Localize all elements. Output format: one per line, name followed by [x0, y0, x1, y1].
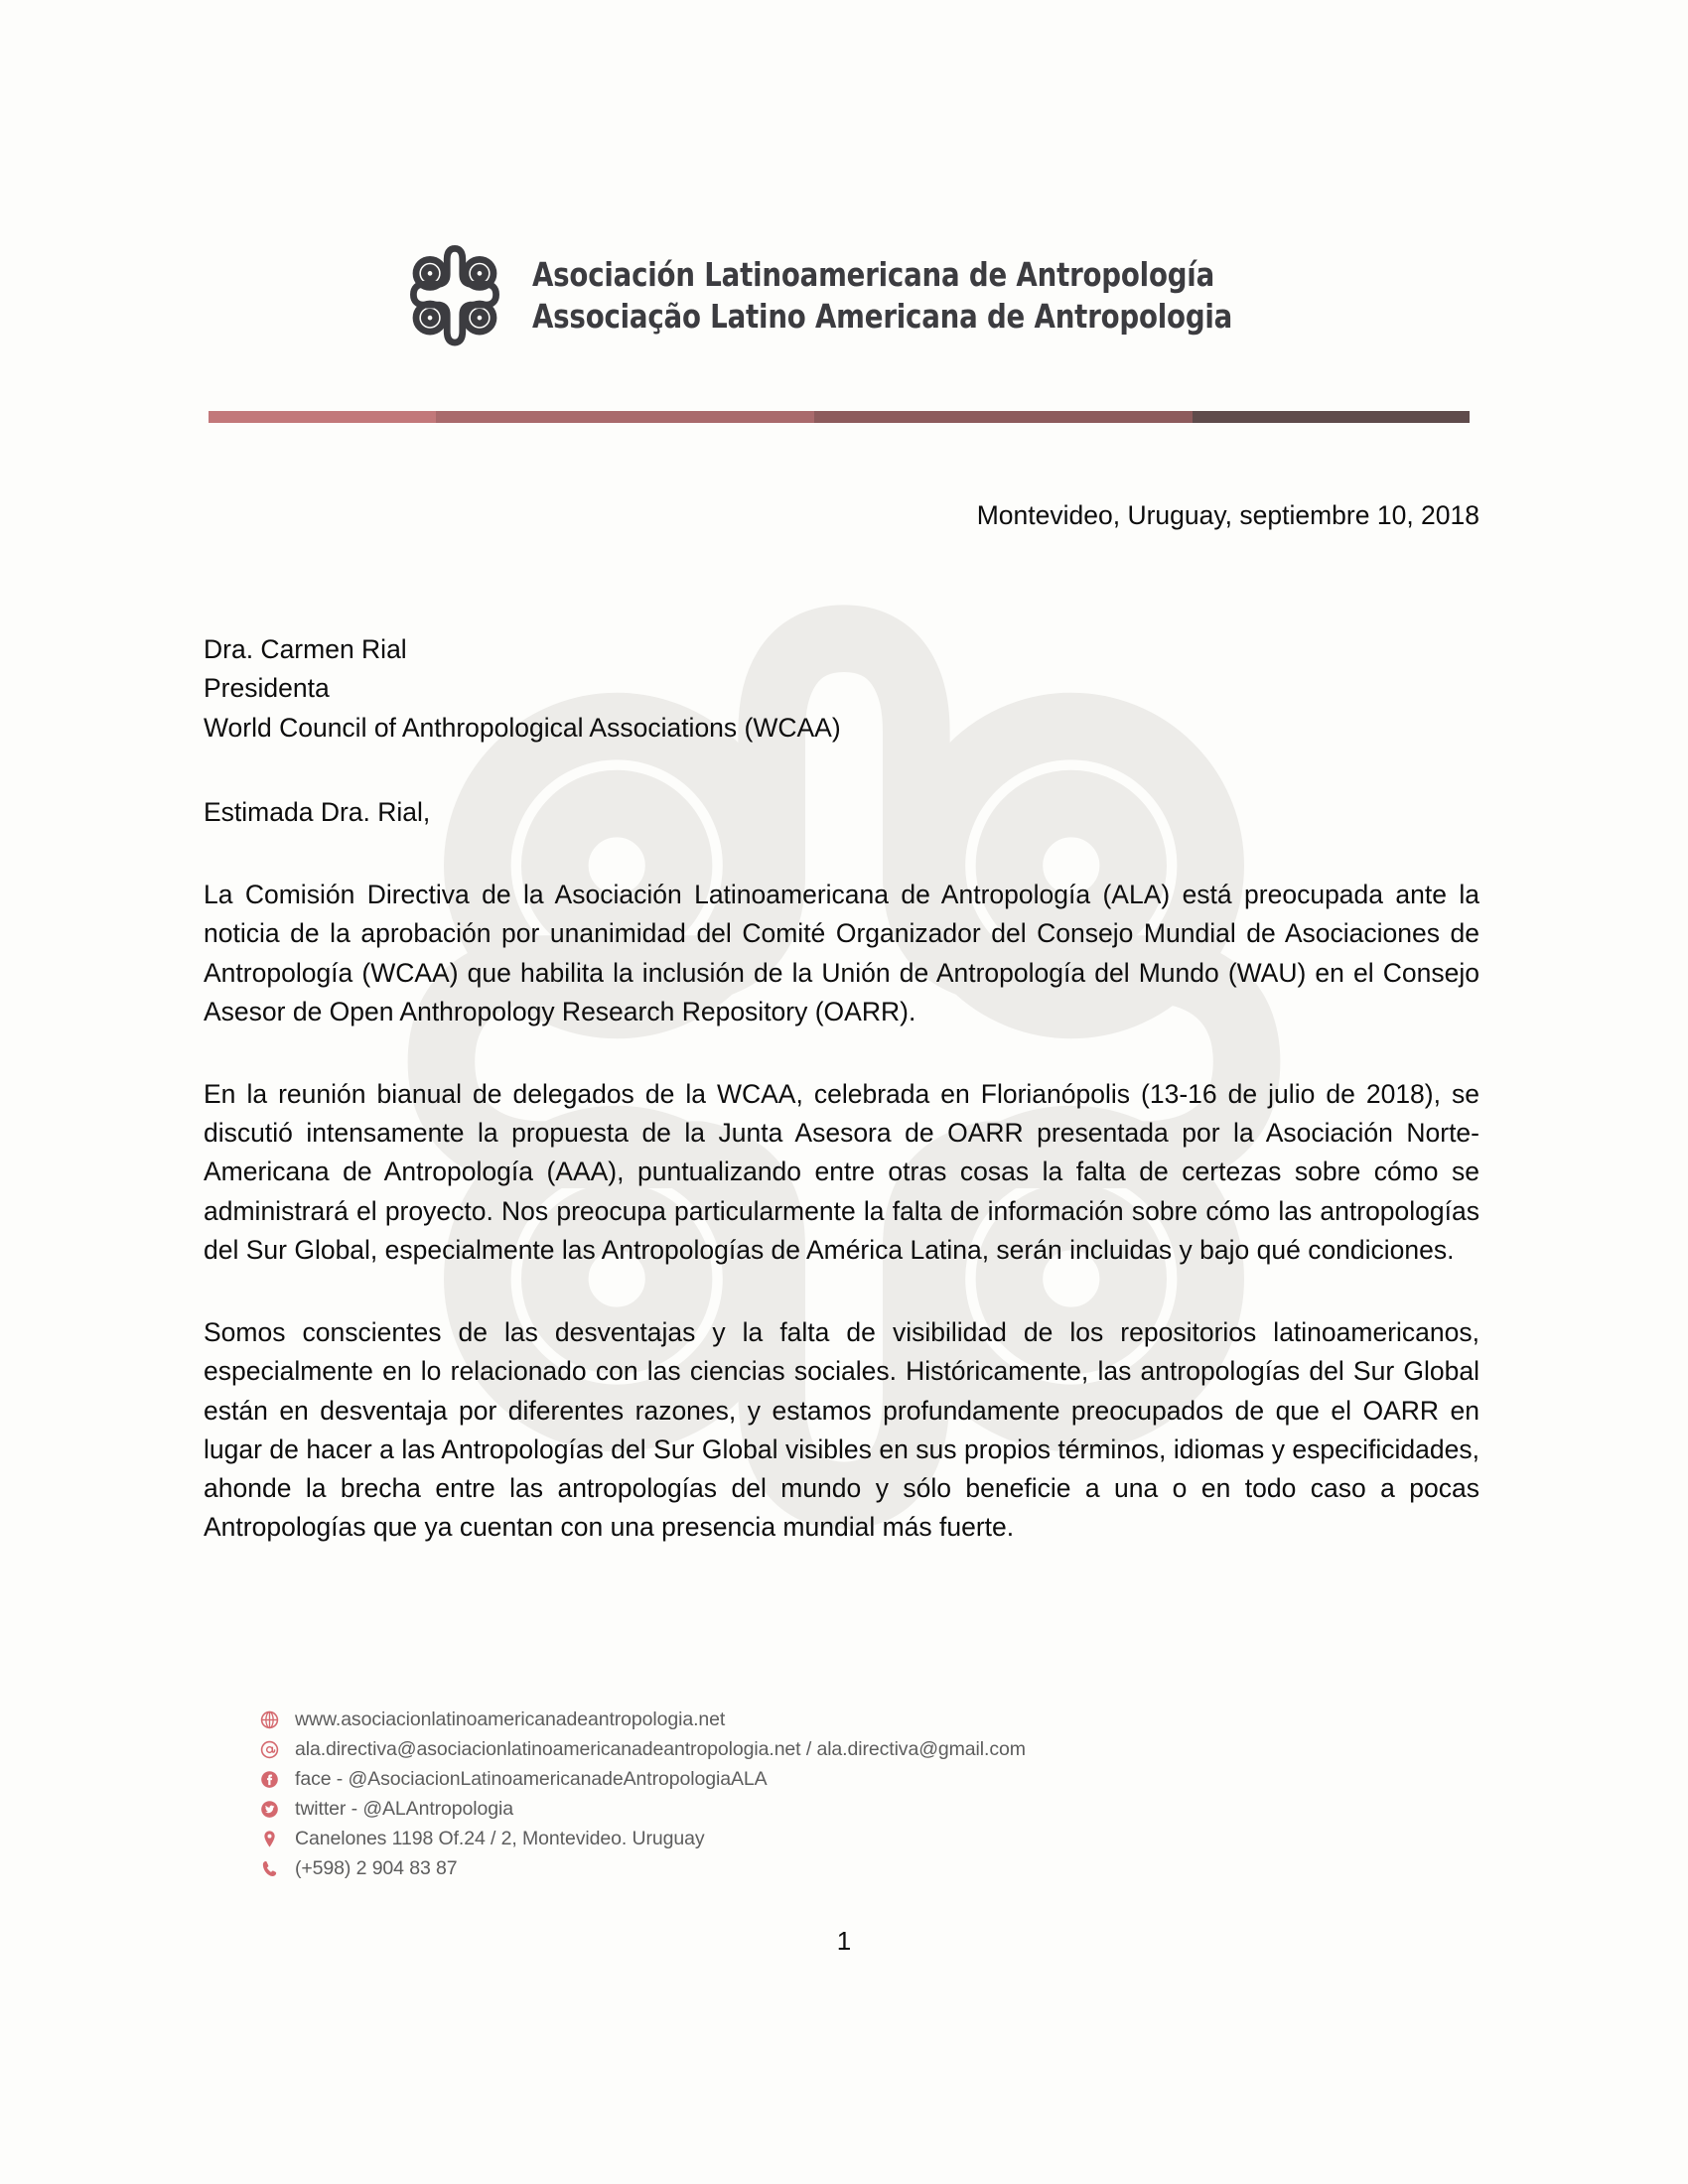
header-color-rule: [209, 411, 1470, 423]
org-name-portuguese: Associação Latino Americana de Antropologia: [531, 297, 1233, 336]
body-paragraph-1: La Comisión Directiva de la Asociación Latinoamericana de Antropología (ALA) está preocupada ante la noticia de la aprobación por unanimidad del Comité Organizador del Consejo Mundial de Asociaciones de Antropología (WCAA) que habilita la inclusión de la Unión de Antropología del Mundo (WAU) en el Consejo Asesor de Open Anthropology Research Repository (OARR).: [204, 880, 1479, 1026]
contact-phone-text: (+598) 2 904 83 87: [295, 1857, 458, 1879]
contact-email-text: ala.directiva@asociacionlatinoamericanadeantropologia.net / ala.directiva@gmail.com: [295, 1738, 1026, 1760]
body-paragraph-3: Somos conscientes de las desventajas y la falta de visibilidad de los repositorios latinoamericanos, especialmente en lo relacionado con las ciencias sociales. Históricamente, las antropologías del Sur Global están en desventaja por diferentes razones, y estamos profundamente preocupados de que el OARR en lugar de hacer a las Antropologías del Sur Global visibles en sus propios términos, idiomas y especificidades, ahonde la brecha entre las antropologías del mundo y sólo beneficie a una o en todo caso a pocas Antropologías que ya cuentan con una presencia mundial más fuerte.: [204, 1317, 1479, 1543]
contact-website-text: www.asociacionlatinoamericanadeantropologia.net: [295, 1708, 726, 1730]
dateline: Montevideo, Uruguay, septiembre 10, 2018: [976, 500, 1479, 530]
contact-row-phone[interactable]: [260, 1854, 1026, 1883]
phone-icon: [260, 1859, 279, 1878]
contact-row-facebook[interactable]: [260, 1765, 1026, 1794]
map-pin-icon: [260, 1830, 279, 1848]
rule-segment-1: [209, 411, 436, 423]
rule-segment-2: [436, 411, 814, 423]
facebook-icon: [260, 1770, 279, 1789]
page-number: 1: [836, 1926, 852, 1956]
contact-row-address[interactable]: [260, 1825, 1026, 1853]
recipient-line-2: Presidenta: [204, 673, 330, 704]
org-name-spanish: Asociación Latinoamericana de Antropología: [531, 254, 1214, 294]
contact-row-website[interactable]: [260, 1706, 1026, 1734]
twitter-icon: [260, 1800, 279, 1819]
contact-address-text: Canelones 1198 Of.24 / 2, Montevideo. Uruguay: [295, 1828, 705, 1849]
recipient-line-1: Dra. Carmen Rial: [204, 634, 407, 665]
ala-quadruple-eye-logo-icon: [403, 238, 506, 353]
contact-row-email[interactable]: [260, 1735, 1026, 1764]
contact-twitter-text: twitter - @ALAntropologia: [295, 1798, 513, 1820]
letterhead: [0, 238, 1688, 353]
recipient-line-3: World Council of Anthropological Associations (WCAA): [204, 712, 841, 743]
letter-body: [204, 496, 1479, 1547]
rule-segment-3: [814, 411, 1193, 423]
globe-icon: [260, 1710, 279, 1729]
letterhead-wordmark: [532, 254, 1285, 338]
recipient-block: [204, 630, 1479, 748]
contact-footer: [260, 1706, 1026, 1884]
contact-row-twitter[interactable]: [260, 1795, 1026, 1824]
body-paragraph-2: En la reunión bianual de delegados de la WCAA, celebrada en Florianópolis (13-16 de julio de 2018), se discutió intensamente la propuesta de la Junta Asesora de OARR presentada por la Asociación Norte-Americana de Antropología (AAA), puntualizando entre otras cosas la falta de certezas sobre cómo se administrará el proyecto. Nos preocupa particularmente la falta de información sobre cómo las antropologías del Sur Global, especialmente las Antropologías de América Latina, serán incluidas y bajo qué condiciones.: [204, 1078, 1479, 1265]
contact-facebook-text: face - @AsociacionLatinoamericanadeAntropologiaALA: [295, 1768, 768, 1790]
salutation: Estimada Dra. Rial,: [204, 796, 431, 827]
at-email-icon: [260, 1740, 279, 1759]
rule-segment-4: [1193, 411, 1470, 423]
